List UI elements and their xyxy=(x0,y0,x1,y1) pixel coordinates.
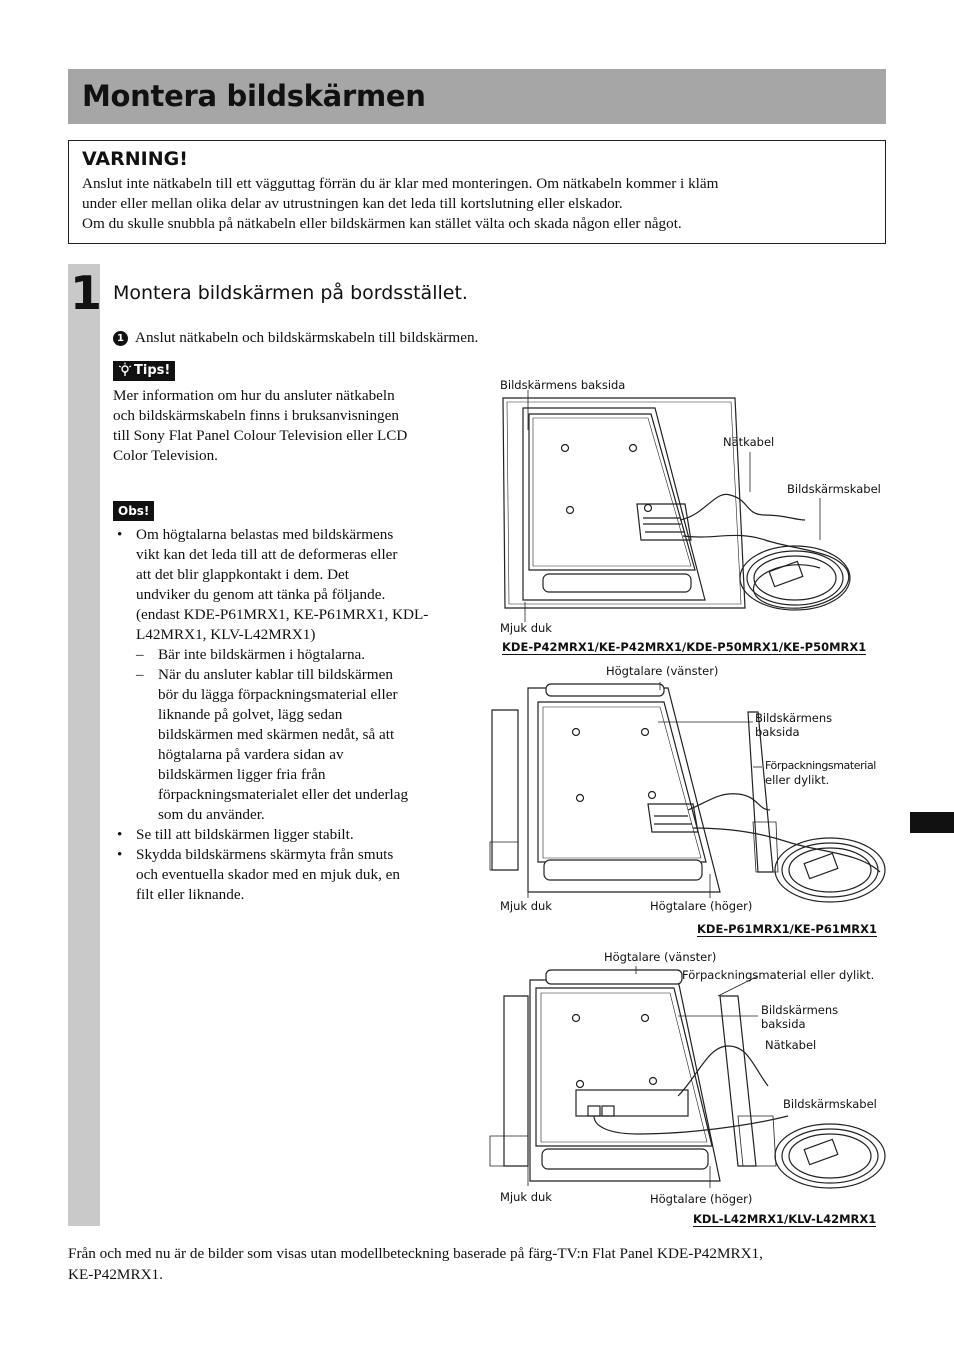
tips-line: till Sony Flat Panel Colour Television eller LCD xyxy=(113,427,408,444)
label-display-back: Bildskärmens xyxy=(761,1003,839,1017)
obs-text: Se till att bildskärmen ligger stabilt. xyxy=(136,826,354,843)
label-display-cable: Bildskärmskabel xyxy=(787,482,881,496)
figure-3-illustration xyxy=(488,966,888,1198)
label-speaker-right: Högtalare (höger) xyxy=(650,1192,753,1206)
tips-line: och bildskärmskabeln finns i bruksanvisningen xyxy=(113,407,399,424)
footer-line: KE-P42MRX1. xyxy=(68,1266,163,1283)
label-power-cable: Nätkabel xyxy=(723,435,775,449)
dash-marker: – xyxy=(136,646,144,663)
bullet-dot: • xyxy=(117,846,123,863)
step-sidebar xyxy=(68,264,100,1226)
label-packing: Förpackningsmaterial xyxy=(765,759,876,772)
obs-text: att det blir glappkontakt i dem. Det xyxy=(136,566,349,583)
warning-line: Anslut inte nätkabeln till ett vägguttag förrän du är klar med monteringen. Om nätkabeln kommer i kläm xyxy=(82,175,719,192)
label-display-back: Bildskärmens xyxy=(755,711,833,725)
footer-line: Från och med nu är de bilder som visas utan modellbeteckning baserade på färg-TV:n Flat Panel KDE-P42MRX1, xyxy=(68,1245,763,1262)
obs-text: högtalarna på vardera sidan av xyxy=(158,746,344,763)
tips-badge xyxy=(113,361,175,381)
obs-text: När du ansluter kablar till bildskärmen xyxy=(158,666,393,683)
substep-number-badge: 1 xyxy=(113,331,128,346)
model-caption: KDE-P61MRX1/KE-P61MRX1 xyxy=(697,922,878,936)
obs-text: vikt kan det leda till att de deformeras eller xyxy=(136,546,398,563)
obs-text: Bär inte bildskärmen i högtalarna. xyxy=(158,646,366,663)
label-speaker-left: Högtalare (vänster) xyxy=(606,664,719,678)
obs-text: L42MRX1, KLV-L42MRX1) xyxy=(136,626,316,643)
obs-text: bildskärmen ligger fria från xyxy=(158,766,326,783)
obs-text: och eventuella skador med en mjuk duk, en xyxy=(136,866,401,883)
bullet-dot: • xyxy=(117,826,123,843)
label-packing: Förpackningsmaterial eller dylikt. xyxy=(682,968,875,982)
step-heading: Montera bildskärmen på bordsstället. xyxy=(113,282,468,304)
label-soft-cloth: Mjuk duk xyxy=(500,621,552,635)
obs-text: undviker du genom att tänka på följande. xyxy=(136,586,386,603)
label-speaker-left: Högtalare (vänster) xyxy=(604,950,717,964)
label-power-cable: Nätkabel xyxy=(765,1038,817,1052)
substep-text: Anslut nätkabeln och bildskärmskabeln till bildskärmen. xyxy=(135,329,479,346)
substep xyxy=(113,329,478,347)
label-packing: eller dylikt. xyxy=(765,773,830,787)
obs-text: (endast KDE-P61MRX1, KE-P61MRX1, KDL- xyxy=(136,606,429,623)
obs-badge: Obs! xyxy=(113,501,154,521)
obs-text: förpackningsmaterialet eller det underlag xyxy=(158,786,409,803)
obs-text: Om högtalarna belastas med bildskärmens xyxy=(136,526,394,543)
label-soft-cloth: Mjuk duk xyxy=(500,899,552,913)
tips-line: Mer information om hur du ansluter nätkabeln xyxy=(113,387,395,404)
bullet-dot: • xyxy=(117,526,123,543)
obs-text: bör du lägga förpackningsmaterial eller xyxy=(158,686,398,703)
obs-text: som du använder. xyxy=(158,806,265,823)
label-soft-cloth: Mjuk duk xyxy=(500,1190,552,1204)
lightbulb-icon xyxy=(118,362,132,376)
warning-line: Om du skulle snubbla på nätkabeln eller bildskärmen kan stället välta och skada någon eller något. xyxy=(82,215,682,232)
label-display-back: baksida xyxy=(755,725,800,739)
model-caption: KDL-L42MRX1/KLV-L42MRX1 xyxy=(693,1212,877,1226)
obs-text: filt eller liknande. xyxy=(136,886,245,903)
label-display-back: Bildskärmens baksida xyxy=(500,378,626,392)
dash-marker: – xyxy=(136,666,144,683)
step-number: 1 xyxy=(70,266,102,320)
model-caption: KDE-P42MRX1/KE-P42MRX1/KDE-P50MRX1/KE-P50MRX1 xyxy=(502,640,867,654)
obs-text: bildskärmen med skärmen nedåt, så att xyxy=(158,726,395,743)
title-bar xyxy=(68,69,886,124)
page-title: Montera bildskärmen xyxy=(82,79,426,113)
figure-1-illustration xyxy=(495,390,865,630)
label-display-cable: Bildskärmskabel xyxy=(783,1097,877,1111)
tips-line: Color Television. xyxy=(113,447,218,464)
warning-title: VARNING! xyxy=(82,148,188,170)
label-speaker-right: Högtalare (höger) xyxy=(650,899,753,913)
label-display-back: baksida xyxy=(761,1017,806,1031)
tips-label: Tips! xyxy=(134,363,171,378)
warning-box xyxy=(68,140,886,244)
warning-line: under eller mellan olika delar av utrustningen kan det leda till kortslutning eller elskador. xyxy=(82,195,623,212)
section-thumb-tab xyxy=(910,812,954,833)
obs-text: Skydda bildskärmens skärmyta från smuts xyxy=(136,846,394,863)
obs-text: liknande på golvet, lägg sedan xyxy=(158,706,343,723)
